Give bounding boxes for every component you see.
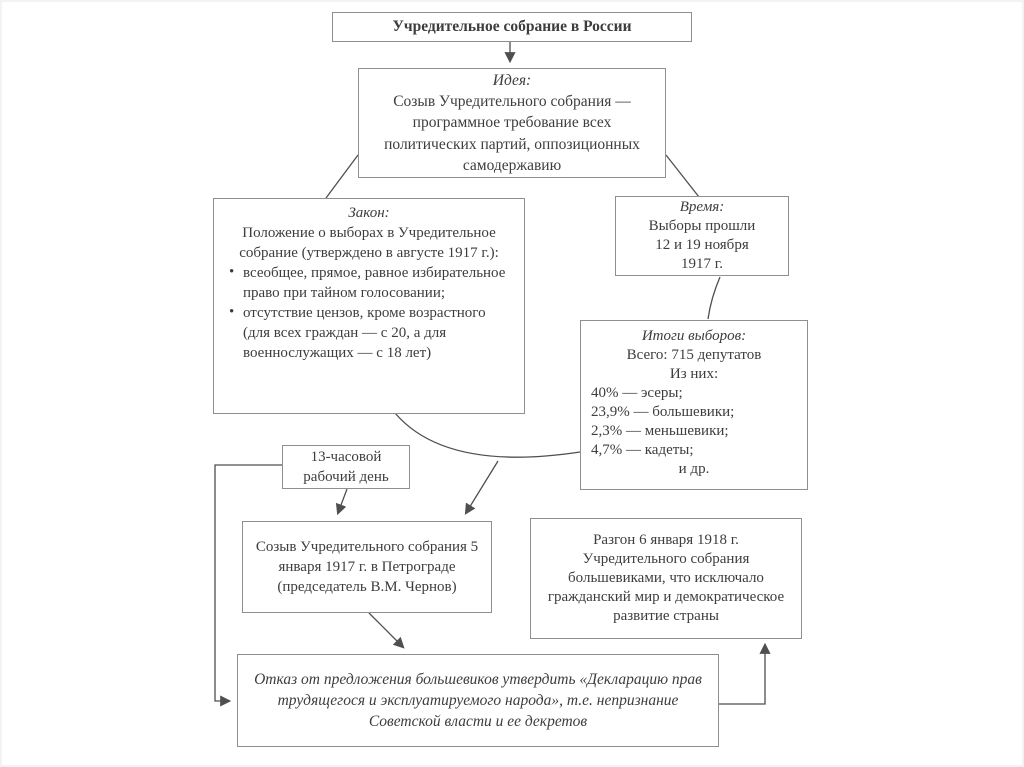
refusal-text: Отказ от предложения большевиков утвердить «Декларацию прав трудящегося и эксплуатируемого народа», т.е. непризнание Советской власти и ее декретов (254, 671, 702, 730)
line-idea-to-law (326, 155, 358, 198)
results-etc: и др. (678, 461, 710, 477)
arrow-workday-to-convocation (338, 489, 347, 513)
results-item-kadets: 4,7% — кадеты; (591, 442, 694, 458)
law-heading: Закон: (348, 205, 390, 221)
results-heading: Итоги выборов: (641, 328, 747, 344)
title-box (332, 12, 692, 42)
results-total: Всего: 715 депутатов (626, 347, 762, 363)
results-item-mensheviks: 2,3% — меньшевики; (591, 423, 729, 439)
arrow-refusal-to-dissolution (719, 645, 765, 704)
convocation-box (242, 521, 492, 613)
dissolution-text: Разгон 6 января 1918 г. Учредительного собрания большевиками, что исключало гражданский мир и демократическое развитие страны (547, 532, 785, 624)
idea-heading: Идея: (492, 72, 532, 90)
workday-text: 13-часовой рабочий день (303, 449, 389, 485)
time-line-1: Выборы прошли (648, 218, 756, 234)
curve-law-results-join (395, 413, 580, 457)
law-bullet-2: • отсутствие цензов, кроме возрастного (для всех граждан — с 20, а для военнослужащих — с 18 лет) (224, 303, 514, 363)
law-box (213, 198, 525, 414)
time-line-3: 1917 г. (681, 256, 723, 272)
diagram-title: Учредительное собрание в России (392, 18, 632, 36)
results-item-sr: 40% — эсеры; (591, 385, 683, 401)
results-box (580, 320, 808, 490)
arrow-join-to-convocation (466, 461, 498, 513)
time-heading: Время: (679, 199, 725, 215)
arrow-convocation-to-refusal (369, 613, 403, 647)
time-line-2: 12 и 19 ноября (655, 237, 749, 253)
law-intro: Положение о выборах в Учредительное собрание (утверждено в августе 1917 г.): (239, 225, 499, 261)
refusal-box (237, 654, 719, 747)
idea-text: Созыв Учредительного собрания — программное требование всех политических партий, оппозиционных самодержавию (384, 93, 640, 174)
results-item-bolsheviks: 23,9% — большевики; (591, 404, 735, 420)
workday-box (282, 445, 410, 489)
line-idea-to-time (666, 155, 699, 197)
convocation-text: Созыв Учредительного собрания 5 января 1917 г. в Петрограде (председатель В.М. Чернов) (255, 539, 479, 595)
results-of-them: Из них: (669, 366, 719, 382)
idea-box (358, 68, 666, 178)
time-box (615, 196, 789, 276)
dissolution-box (530, 518, 802, 639)
law-bullet-1: • всеобщее, прямое, равное избирательное право при тайном голосовании; (224, 263, 514, 303)
line-time-to-results (708, 277, 720, 319)
